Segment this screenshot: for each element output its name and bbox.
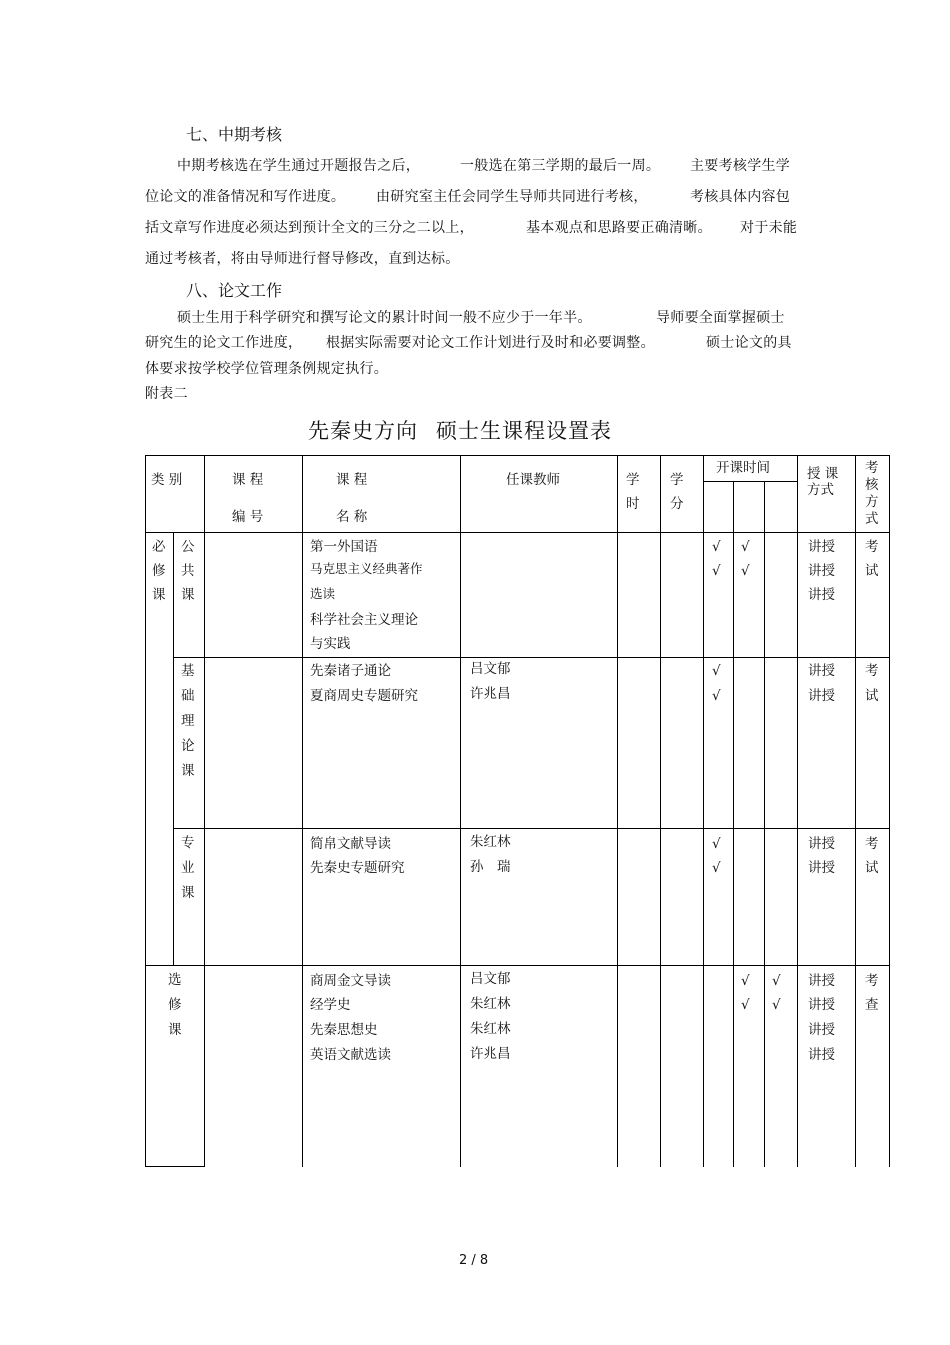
elective-label-3: 课 <box>168 1022 182 1038</box>
public-label-3: 课 <box>181 587 195 603</box>
basic-assessment-1: 考 <box>865 663 879 679</box>
major-label-1: 专 <box>181 835 195 851</box>
elective-course-2: 经学史 <box>310 997 351 1013</box>
public-check-c2-2: √ <box>741 563 750 579</box>
basic-teacher-1: 吕文郁 <box>470 661 511 677</box>
section7-line3-c: 对于未能 <box>740 220 798 236</box>
section7-line2-a: 位论文的准备情况和写作进度。 <box>145 189 346 205</box>
header-code-bottom: 编 号 <box>232 509 264 525</box>
public-course-1: 第一外国语 <box>310 539 378 555</box>
elective-assessment-1: 考 <box>865 973 879 989</box>
basic-label-2: 础 <box>181 688 195 704</box>
header-teacher: 任课教师 <box>506 472 560 488</box>
header-name-top: 课 程 <box>336 472 368 488</box>
elective-label-1: 选 <box>168 972 182 988</box>
section7-line4: 通过考核者，将由导师进行督导修改，直到达标。 <box>145 251 460 267</box>
basic-teaching-2: 讲授 <box>808 688 835 704</box>
public-check-c1-1: √ <box>712 539 721 555</box>
major-course-1: 简帛文献导读 <box>310 836 391 852</box>
major-teacher-2: 孙 瑞 <box>470 859 511 875</box>
elective-label-2: 修 <box>168 997 182 1013</box>
section8-line3: 体要求按学校学位管理条例规定执行。 <box>145 361 389 377</box>
public-course-2: 马克思主义经典著作 <box>310 561 423 576</box>
basic-teacher-2: 许兆昌 <box>470 686 511 702</box>
elective-teacher-4: 许兆昌 <box>470 1046 511 1062</box>
section7-heading: 七、中期考核 <box>186 125 283 144</box>
table-title-part2: 硕士生课程设置表 <box>436 419 612 443</box>
public-course-3-cont: 与实践 <box>310 636 351 652</box>
elective-course-4: 英语文献选读 <box>310 1047 391 1063</box>
major-teacher-1: 朱红林 <box>470 834 511 850</box>
basic-course-1: 先秦诸子通论 <box>310 663 391 679</box>
section8-heading: 八、论文工作 <box>186 281 283 300</box>
public-assessment-1: 考 <box>865 539 879 555</box>
elective-teaching-3: 讲授 <box>808 1022 835 1038</box>
section8-line1-a: 硕士生用于科学研究和撰写论文的累计时间一般不应少于一年半。 <box>177 310 592 326</box>
header-hours-2: 时 <box>626 496 640 512</box>
major-check-1: √ <box>712 836 721 852</box>
required-label-3: 课 <box>152 587 166 603</box>
header-credits-2: 分 <box>670 496 684 512</box>
section8-line1-b: 导师要全面掌握硕士 <box>656 310 785 326</box>
required-label-1: 必 <box>152 539 166 555</box>
public-assessment-2: 试 <box>865 563 879 579</box>
section7-line2-b: 由研究室主任会同学生导师共同进行考核， <box>376 189 648 205</box>
basic-label-4: 论 <box>181 738 195 754</box>
public-course-3: 科学社会主义理论 <box>310 612 418 628</box>
public-course-2-cont: 选读 <box>310 586 336 601</box>
page-number: 2 / 8 <box>459 1253 489 1268</box>
header-category: 类 别 <box>151 472 183 488</box>
basic-label-1: 基 <box>181 663 195 679</box>
header-assessment-3: 方 <box>865 494 879 510</box>
header-name-bottom: 名 称 <box>336 509 368 525</box>
elective-teacher-2: 朱红林 <box>470 996 511 1012</box>
basic-check-1: √ <box>712 663 721 679</box>
public-check-c1-2: √ <box>712 563 721 579</box>
elective-teacher-1: 吕文郁 <box>470 971 511 987</box>
header-teaching-1: 授 课 <box>807 466 839 482</box>
section7-line2-c: 考核具体内容包 <box>690 189 791 205</box>
basic-assessment-2: 试 <box>865 688 879 704</box>
public-teaching-1: 讲授 <box>808 539 835 555</box>
appendix-label: 附表二 <box>145 386 188 402</box>
elective-check-c2-1: √ <box>741 973 750 989</box>
public-check-c2-1: √ <box>741 539 750 555</box>
header-schedule: 开课时间 <box>716 460 770 476</box>
major-check-2: √ <box>712 860 721 876</box>
basic-label-5: 课 <box>181 763 195 779</box>
major-teaching-1: 讲授 <box>808 836 835 852</box>
elective-teaching-1: 讲授 <box>808 973 835 989</box>
section7-line1-a: 中期考核选在学生通过开题报告之后， <box>177 158 421 174</box>
section7-line3-a: 括文章写作进度必须达到预计全文的三分之二以上， <box>145 220 474 236</box>
elective-teacher-3: 朱红林 <box>470 1021 511 1037</box>
public-teaching-3: 讲授 <box>808 587 835 603</box>
major-assessment-1: 考 <box>865 836 879 852</box>
public-label-2: 共 <box>181 563 195 579</box>
elective-course-1: 商周金文导读 <box>310 973 391 989</box>
section7-line3-b: 基本观点和思路要正确清晰。 <box>526 220 712 236</box>
basic-check-2: √ <box>712 688 721 704</box>
section8-line2-b: 根据实际需要对论文工作计划进行及时和必要调整。 <box>326 335 655 351</box>
elective-assessment-2: 查 <box>865 997 879 1013</box>
header-assessment-4: 式 <box>865 511 879 527</box>
header-credits-1: 学 <box>670 472 684 488</box>
public-label-1: 公 <box>181 539 195 555</box>
section8-line2-a: 研究生的论文工作进度， <box>145 335 303 351</box>
public-teaching-2: 讲授 <box>808 563 835 579</box>
header-teaching-2: 方式 <box>807 482 834 498</box>
header-assessment-1: 考 <box>865 460 879 476</box>
header-code-top: 课 程 <box>232 472 264 488</box>
major-teaching-2: 讲授 <box>808 860 835 876</box>
elective-course-3: 先秦思想史 <box>310 1022 378 1038</box>
elective-check-c3-2: √ <box>772 997 781 1013</box>
elective-check-c3-1: √ <box>772 973 781 989</box>
major-course-2: 先秦史专题研究 <box>310 860 405 876</box>
elective-teaching-2: 讲授 <box>808 997 835 1013</box>
table-title-part1: 先秦史方向 <box>308 419 418 443</box>
major-label-3: 课 <box>181 885 195 901</box>
basic-label-3: 理 <box>181 713 195 729</box>
section7-line1-b: 一般选在第三学期的最后一周。 <box>460 158 661 174</box>
major-label-2: 业 <box>181 860 195 876</box>
major-assessment-2: 试 <box>865 860 879 876</box>
section8-line2-c: 硕士论文的具 <box>706 335 792 351</box>
section7-line1-c: 主要考核学生学 <box>690 158 791 174</box>
basic-teaching-1: 讲授 <box>808 663 835 679</box>
header-assessment-2: 核 <box>865 477 879 493</box>
required-label-2: 修 <box>152 563 166 579</box>
elective-teaching-4: 讲授 <box>808 1047 835 1063</box>
elective-check-c2-2: √ <box>741 997 750 1013</box>
header-hours-1: 学 <box>626 472 640 488</box>
basic-course-2: 夏商周史专题研究 <box>310 688 418 704</box>
